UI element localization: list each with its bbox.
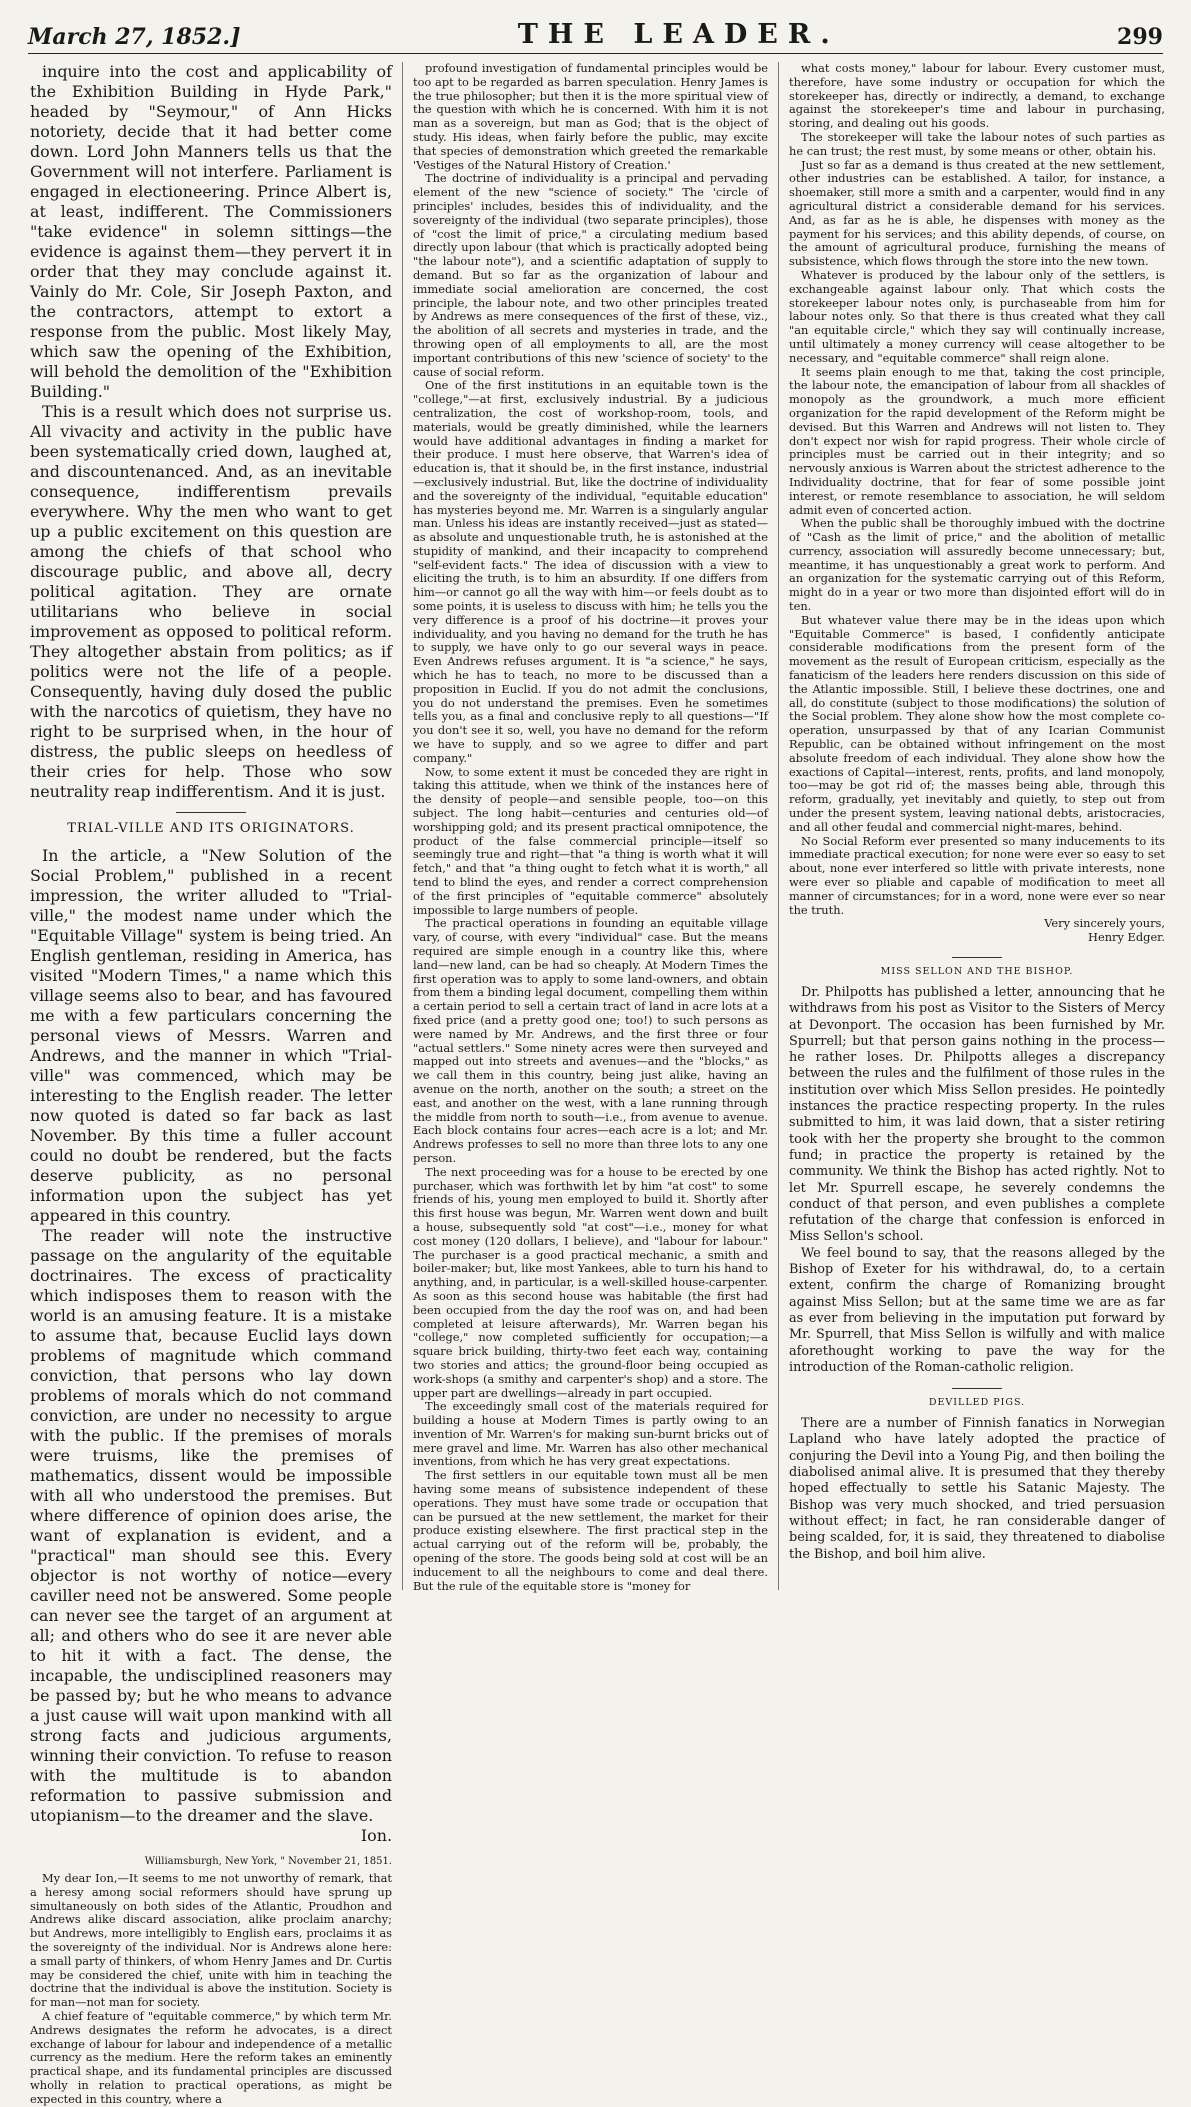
paragraph: But whatever value there may be in the ideas upon which "Equitable Commerce" is based, I confidently anticipate considerable modifications from the present form of the movement as the result of European criticism, especially as the fanaticism of the leaders here renders discussion on this side of the Atlantic impossible. Still, I believe these doctrines, one and all, do constitute (subject to those modifications) the solution of the Social problem. They alone show how the most complete co-operation, unsurpassed by that of any Icarian Communist Republic, can be obtained without infringement on the most absolute freedom of each individual. They alone show how the exactions of Capital—interest, rents, profits, and land monopoly, too—may be got rid of; the masses being able, through this reform, gradually, yet inevitably and quietly, to step out from under the present system, leaving national debts, aristocracies, and all other feudal and commercial night-mares, behind. [789,612,1165,834]
paragraph: When the public shall be thoroughly imbued with the doctrine of "Cash as the limit of price," and the abolition of metallic currency, association will assuredly become unnecessary; but, meantime, it has unquestionably a great work to perform. And an organization for the systematic carrying out of this Reform, might do in a year or two more than disjointed effort will do in ten. [789,516,1165,614]
article-heading: MISS SELLON AND THE BISHOP. [880,966,1074,977]
paragraph: One of the first institutions in an equitable town is the "college,"—at first, exclusively industrial. By a judicious centralization, the cost of workshop-room, tools, and materials, would be greatly diminished, while the learners would have additional advantages in finding a market for their produce. I must here observe, that Warren's idea of education is, that it should be, in the first instance, industrial—exclusively industrial. But, like the doctrine of individuality and the sovereignty of the individual, "equitable education" has mysteries beyond me. Mr. Warren is a singularly angular man. Unless his ideas are instantly received—just as stated—as absolute and unquestionable truth, he is astonished at the stupidity of mankind, and their incapacity to comprehend "self-evident facts." The idea of discussion with a view to eliciting the truth, is to him an absurdity. If one differs from him—or cannot go all the way with him—or feels doubt as to some points, it is useless to discuss with him; he tells you the very difference is a proof of his doctrine—it proves your individuality, and you having no demand for the truth he has to supply, we have only to go our several ways in peace. Even Andrews refuses argument. It is "a science," he says, which he has to teach, no more to be discussed than a proposition in Euclid. If you do not admit the conclusions, you do not understand the premises. Even he sometimes tells you, as a final and conclusive reply to all questions—"If you don't see it so, well, you have no demand for the reform we have to supply, and so we agree to differ and part company." [413,378,768,765]
article-heading: TRIAL-VILLE AND ITS ORIGINATORS. [67,821,355,836]
paragraph: Whatever is produced by the labour only of the settlers, is exchangeable against labour only. That which costs the storekeeper labour notes only, is purchaseable from him for labour notes only. So that there is thus created what they call "an equitable circle," which they say will continually increase, until ultimately a money currency will cease altogether to be necessary, and "equitable commerce" shall reign alone. [789,267,1165,365]
divider [952,957,1002,958]
paragraph: It seems plain enough to me that, taking the cost principle, the labour note, the emancipation of labour from all shackles of monopoly as the groundwork, a much more efficient organization for the rapid development of the Reform might be devised. But this Warren and Andrews will not listen to. They don't expect nor wish for rapid progress. Their whole circle of principles must be carried out in their integrity; and so nervously anxious is Warren about the strictest adherence to the Individuality doctrine, that for fear of some possible joint interest, or remote resemblance to association, he will seldom admit even of concerted action. [789,364,1165,517]
column-1 [30,62,403,2106]
paragraph: In the article, a "New Solution of the Social Problem," published in a recent impression, the writer alluded to "Trial-ville," the modest name under which the "Equitable Village" system is being tried. An English gentleman, residing in America, has visited "Modern Times," a name which this village seems also to bear, and has favoured me with a few particulars concerning the personal views of Messrs. Warren and Andrews, and the manner in which "Trial-ville" was commenced, which may be interesting to the English reader. The letter now quoted is dated so far back as last November. By this time a fuller account could no doubt be rendered, but the facts deserve publicity, as no personal information upon the subject has yet appeared in this country. [30,846,392,1225]
divider [176,812,246,813]
paragraph: The practical operations in founding an equitable village vary, of course, with every "individual" case. But the means required are simple enough in a country like this, where land—new land, can be had so cheaply. At Modern Times the first operation was to apply to some land-owners, and obtain from them a binding legal document, compelling them within a certain period to sell a certain tract of land in acre lots at a fixed price (and a pretty good one; too!) to such persons as were named by Mr. Andrews, and the first three or four "actual settlers." Some ninety acres were then surveyed and mapped out into streets and avenues—and the "blocks," as we call them in this country, being just alike, having an avenue on the north, another on the south; a street on the east, and another on the west, with a lane running through the middle from north to south—i.e., from avenue to avenue. Each block contains four acres—each acre is a lot; and Mr. Andrews professes to sell no more than three lots to any one person. [413,916,768,1165]
signature: Henry Edger. [1088,930,1165,945]
paragraph: The storekeeper will take the labour notes of such parties as he can trust; the rest must, by some means or other, obtain his. [789,129,1165,158]
paragraph: profound investigation of fundamental principles would be too apt to be regarded as barren speculation. Henry James is the true philosopher; but then it is the more spiritual view of the question with which he is concerned. With him it is not man as a sovereign, but man as God; that is the object of study. His ideas, when fairly before the public, may excite that species of demonstration which greeted the remarkable 'Vestiges of the Natural History of Creation.' [413,61,768,172]
paragraph: The reader will note the instructive passage on the angularity of the equitable doctrinaires. The excess of practicality which indisposes them to reason with the world is an amusing feature. It is a mistake to assume that, because Euclid lays down problems of magnitude which command conviction, that persons who lay down problems of morals which do not command conviction, are under no necessity to argue with the public. If the premises of morals were truisms, like the premises of mathematics, dissent would be impossible with all who understood the premises. But where difference of opinion does arise, the want of explanation is evident, and a "practical" man should see this. Every objector is not worthy of notice—every caviller need not be answered. Some people can never see the target of an argument at all; and others who do see it are never able to hit it with a fact. The dense, the incapable, the undisciplined reasoners may be passed by; but he who means to advance a just cause will wait upon mankind with all strong facts and judicious arguments, winning their conviction. To refuse to reason with the multitude is to abandon reformation to passive submission and utopianism—to the dreamer and the slave. [30,1226,392,1825]
paragraph: what costs money," labour for labour. Every customer must, therefore, have some industry or occupation for which the storekeeper has, directly or indirectly, a demand, to exchange against the storekeeper's time and labour in purchasing, storing, and dealing out his goods. [789,61,1165,131]
paragraph: No Social Reform ever presented so many inducements to its immediate practical execution; for none were ever so easy to set about, none ever interfered so little with private interests, none were ever so pliable and capable of modification to meet all manner of circumstances; for in a word, none were ever so near the truth. [789,833,1165,917]
masthead [28,20,1163,54]
divider [952,1388,1002,1389]
paragraph: inquire into the cost and applicability of the Exhibition Building in Hyde Park," headed by "Seymour," of Ann Hicks notoriety, decide that it had better come down. Lord John Manners tells us that the Government will not interfere. Parliament is engaged in electioneering. Prince Albert is, at least, indifferent. The Commissioners "take evidence" in solemn sittings—the evidence is against them—they pervert it in order that they may conclude against it. Vainly do Mr. Cole, Sir Joseph Paxton, and the contractors, attempt to extort a response from the public. Most likely May, which saw the opening of the Exhibition, will behold the demolition of the "Exhibition Building." [30,62,392,401]
column-2 [403,61,779,1593]
paragraph: My dear Ion,—It seems to me not unworthy of remark, that a heresy among social reformers should have sprung up simultaneously on both sides of the Atlantic, Proudhon and Andrews alike discard association, alike proclaim anarchy; but Andrews, more intelligibly to English ears, proclaims it as the sovereignty of the individual. Nor is Andrews alone here: a small party of thinkers, of whom Henry James and Dr. Curtis may be considered the chief, unite with him in teaching the doctrine that the individual is above the institution. Society is for man—not man for society. [30,1871,392,2010]
paragraph: We feel bound to say, that the reasons alleged by the Bishop of Exeter for his withdrawal, do, to a certain extent, confirm the charge of Romanizing brought against Miss Sellon; but at the same time we are as far as ever from believing in the imputation put forward by Mr. Spurrell, that Miss Sellon is wilfully and with malice aforethought working to pave the way for the introduction of the Roman-catholic religion. [789,1245,1165,1375]
paragraph: The next proceeding was for a house to be erected by one purchaser, which was forthwith let by him "at cost" to some friends of his, young men employed to build it. Shortly after this first house was begun, Mr. Warren went down and built a house, subsequently sold "at cost"—i.e., money for what cost money (120 dollars, I believe), and "labour for labour." The purchaser is a good practical mechanic, a smith and boiler-maker; but, like most Yankees, able to turn his hand to anything, and, in particular, is a well-skilled house-carpenter. As soon as this second house was habitable (the first had been occupied from the day the roof was on, and had been completed at leisure afterwards), Mr. Warren began his "college," now completed sufficiently for occupation;—a square brick building, thirty-two feet each way, containing two stories and attics; the ground-floor being occupied as work-shops (a smithy and carpenter's shop) and a store. The upper part are dwellings—already in part occupied. [413,1164,768,1400]
closing: Very sincerely yours, [1044,916,1165,931]
paragraph: The exceedingly small cost of the materials required for building a house at Modern Times is partly owing to an invention of Mr. Warren's for making sun-burnt bricks out of mere gravel and lime. Mr. Warren has also other mechanical inventions, from which he has very great expectations. [413,1399,768,1469]
signature: Ion. [360,1826,392,1845]
paragraph: Just so far as a demand is thus created at the new settlement, other industries can be established. A tailor, for instance, a shoemaker, still more a smith and a carpenter, would find in any agricultural district a considerable demand for his services. And, as far as he is able, he dispenses with money as the payment for his services; and this ability depends, of course, on the amount of agricultural produce, furnishing the means of subsistence, which flows through the store into the new town. [789,157,1165,269]
columns [30,61,1165,2106]
column-3 [779,62,1165,1590]
paragraph: This is a result which does not surprise us. All vivacity and activity in the public have been systematically cried down, laughed at, and discountenanced. And, as an inevitable consequence, indifferentism prevails everywhere. Why the men who want to get up a public excitement on this question are among the chiefs of that school who discourage public, and above all, decry political agitation. They are ornate utilitarians who believe in social improvement as opposed to political reform. They altogether abstain from politics; as if politics were not the life of a people. Consequently, having duly dosed the public with the narcotics of quietism, they have no right to be surprised when, in the hour of distress, the public sleeps on heedless of their cries for help. Those who sow neutrality reap indifferentism. And it is just. [30,402,392,801]
paragraph: There are a number of Finnish fanatics in Norwegian Lapland who have lately adopted the practice of conjuring the Devil into a Young Pig, and then boiling the diabolised animal alive. It is presumed that they thereby hoped effectually to settle his Satanic Majesty. The Bishop was very much shocked, and tried persuasion without effect; in fact, he ran considerable danger of being scalded, for, it is said, they threatened to diabolise the Bishop, and boil him alive. [789,1416,1165,1562]
issue-date: March 27, 1852.] [28,24,241,50]
paragraph: Dr. Philpotts has published a letter, announcing that he withdraws from his post as Visitor to the Sisters of Mercy at Devonport. The occasion has been furnished by Mr. Spurrell; but that person gains nothing in the process—he rather loses. Dr. Philpotts alleges a discrepancy between the rules and the fulfilment of those rules in the institution over which Miss Sellon presides. He pointedly instances the practice respecting property. In the rules submitted to him, it was laid down, that a sister retiring took with her the property she brought to the common fund; in practice the property is retained by the community. We think the Bishop has acted rightly. Not to let Mr. Spurrell escape, he severely condemns the conduct of that person, and even publishes a complete refutation of the charge that confession is enforced in Miss Sellon's school. [789,985,1165,1245]
letter-dateline: Williamsburgh, New York, " November 21, 1851. [144,1856,392,1867]
article-heading: DEVILLED PIGS. [928,1397,1026,1409]
page-number: 299 [1117,24,1163,50]
paragraph: The doctrine of individuality is a principal and pervading element of the new "science of society." The 'circle of principles' includes, besides this of individuality, and the sovereignty of the individual (two separate principles), those of "cost the limit of price," a circulating medium based directly upon labour (that which is practically adopted being "the labour note"), and a scientific adaptation of supply to demand. But so far as the organization of labour and immediate social amelioration are concerned, the cost principle, the labour note, and two other principles treated by Andrews as mere consequences of the first of these, viz., the abolition of all secrets and mysteries in trade, and the throwing open of all employments to all, are the most important contributions of this new 'science of society' to the cause of social reform. [413,171,768,379]
paragraph: A chief feature of "equitable commerce," by which term Mr. Andrews designates the reform he advocates, is a direct exchange of labour for labour and independence of a metallic currency as the medium. Here the reform takes an eminently practical shape, and its fundamental principles are discussed wholly in relation to practical operations, as might be expected in this country, where a [30,2008,392,2106]
paragraph: The first settlers in our equitable town must all be men having some means of subsistence independent of these operations. They must have some trade or occupation that can be pursued at the new settlement, the market for their produce existing elsewhere. The first practical step in the actual carrying out of the reform will be, probably, the opening of the store. The goods being sold at cost will be an inducement to all the neighbours to come and deal there. But the rule of the equitable store is "money for [413,1468,768,1593]
newspaper-title: THE LEADER. [517,19,840,50]
paragraph: Now, to some extent it must be conceded they are right in taking this attitude, when we think of the instances here of the density of people—and sensible people, too—on this subject. The long habit—centuries and centuries old—of worshipping gold; and its present practical omnipotence, the product of the false commercial principle—itself so seemingly true and right—that "a thing is worth what it will fetch," and that "a thing ought to fetch what it is worth," all tend to blind the eyes, and render a correct comprehension of the first principles of "equitable commerce" absolutely impossible to large numbers of people. [413,764,768,917]
